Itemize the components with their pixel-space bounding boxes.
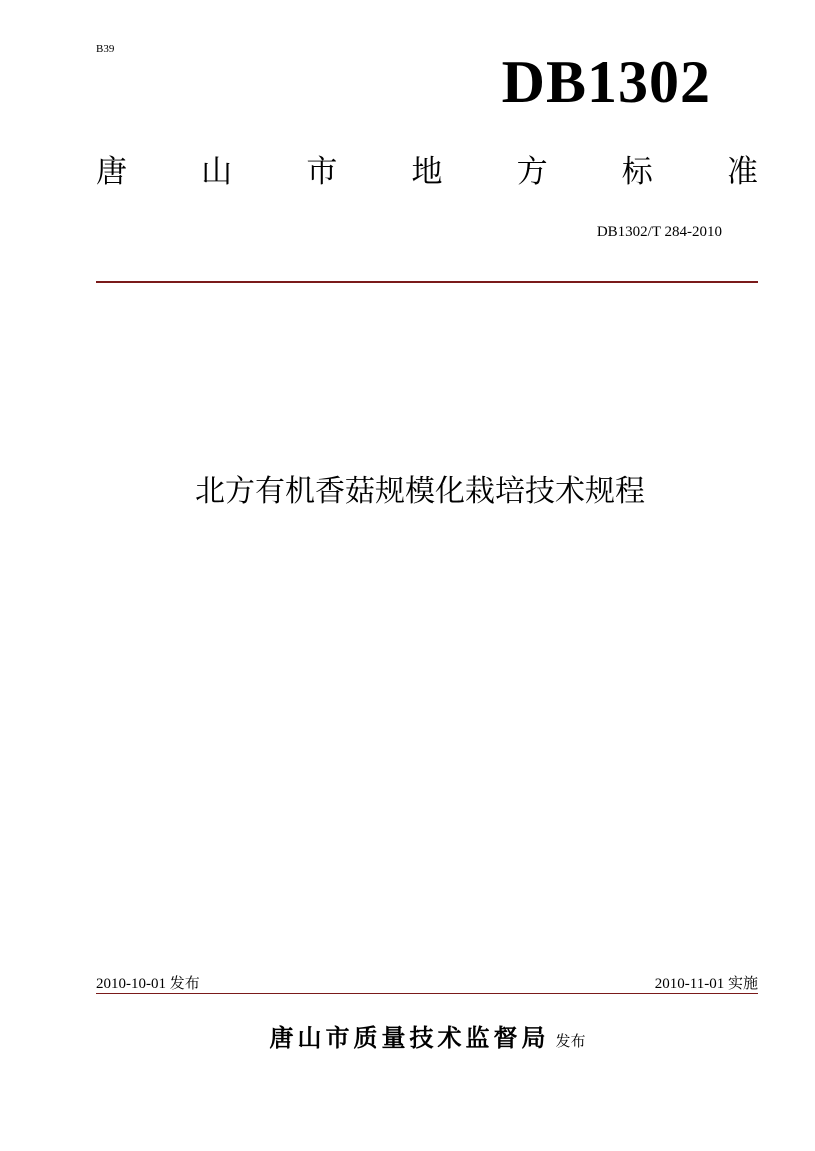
standard-type-char: 唐	[96, 154, 127, 190]
implementation-date-value: 2010-11-01	[654, 976, 725, 992]
classification-code: B39	[96, 43, 115, 55]
standard-type-char: 地	[411, 154, 443, 190]
standard-type-char: 山	[201, 154, 233, 190]
standard-code: DB1302	[501, 49, 711, 115]
standard-type	[96, 150, 758, 194]
standard-number: DB1302/T 284-2010	[596, 224, 722, 240]
release-date-value: 2010-10-01	[96, 976, 166, 992]
standard-type-char: 准	[726, 154, 758, 190]
release-date	[96, 972, 200, 993]
publisher-suffix: 发布	[555, 1032, 586, 1050]
standard-type-char: 标	[621, 154, 653, 190]
release-label: 发布	[169, 974, 200, 992]
document-title: 北方有机香菇规模化栽培技术规程	[195, 474, 645, 509]
implementation-date	[655, 972, 758, 993]
header-divider	[96, 281, 758, 283]
footer-divider	[96, 993, 758, 994]
publisher-name: 唐山市质量技术监督局	[269, 1024, 550, 1052]
publisher-row	[0, 1018, 815, 1053]
standard-type-char: 方	[516, 154, 548, 190]
standard-type-char: 市	[306, 154, 338, 190]
implementation-label: 实施	[727, 974, 758, 992]
